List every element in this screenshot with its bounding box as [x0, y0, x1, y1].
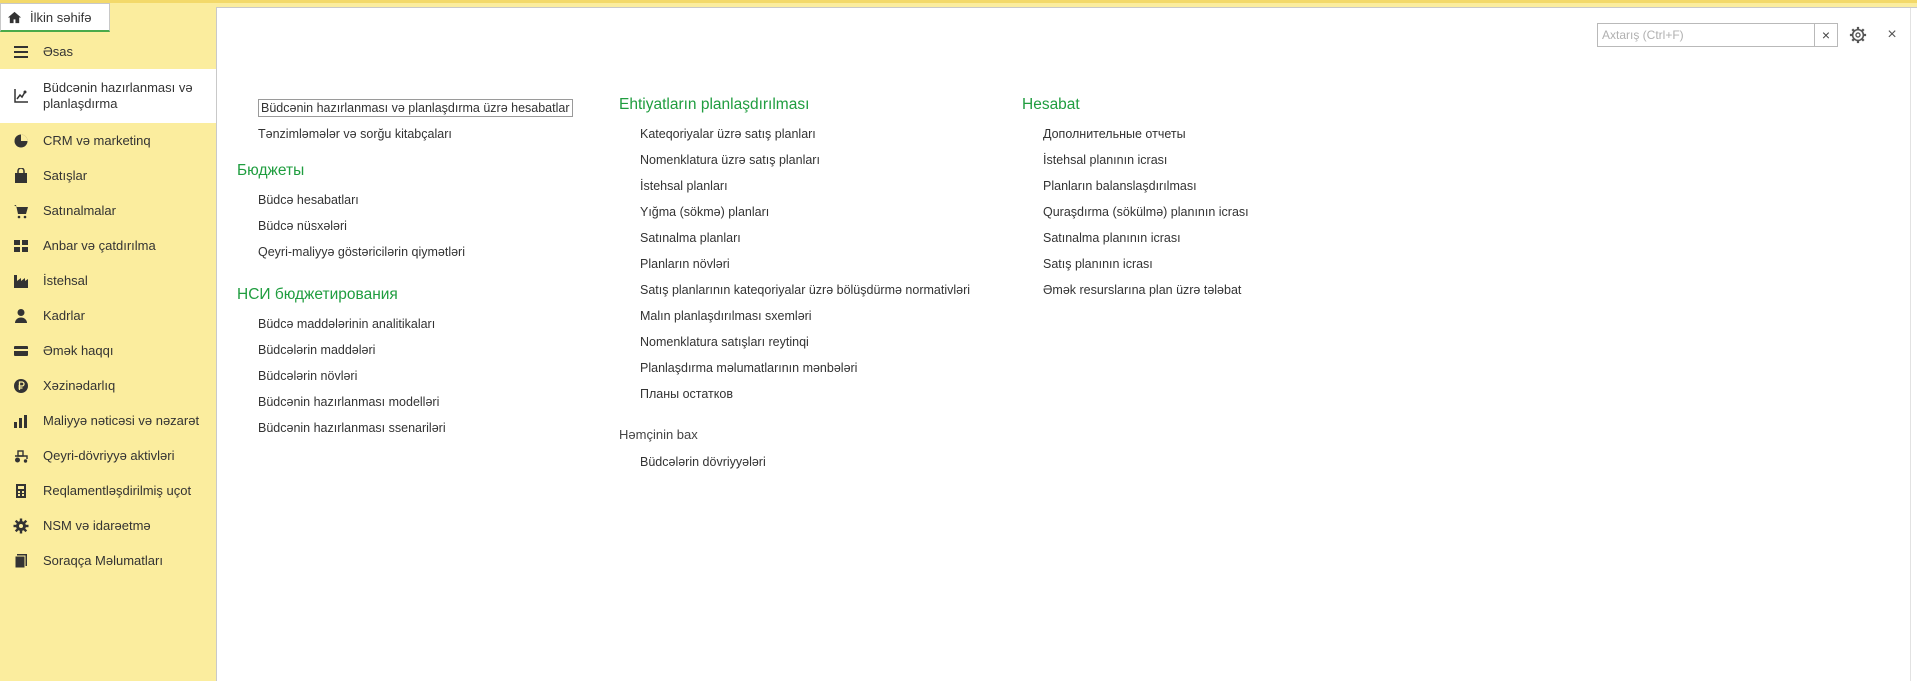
- main-panel: [216, 7, 1917, 681]
- section-title-reports: Hesabat: [1022, 96, 1080, 113]
- section-title-stock-planning: Ehtiyatların planlaşdırılması: [619, 96, 810, 113]
- sidebar-item-salary[interactable]: [0, 333, 216, 368]
- link-additional-reports[interactable]: Дополнительные отчеты: [1043, 127, 1186, 141]
- sidebar-item-production[interactable]: [0, 263, 216, 298]
- link-assembly-plans[interactable]: Yığma (sökmə) planları: [640, 205, 770, 219]
- column-stock-planning: [619, 95, 1019, 475]
- link-plans-balancing[interactable]: Planların balanslaşdırılması: [1043, 179, 1197, 193]
- search-field[interactable]: [1597, 23, 1817, 47]
- link-purchase-plan-execution[interactable]: Satınalma planının icrası: [1043, 231, 1181, 245]
- link-category-sales-plans[interactable]: Kateqoriyalar üzrə satış planları: [640, 127, 816, 141]
- link-budget-copies[interactable]: Büdcə nüsxələri: [258, 219, 347, 233]
- sidebar-item-sales[interactable]: [0, 158, 216, 193]
- document-calc-icon: [12, 482, 30, 500]
- link-labor-resources-demand[interactable]: Əmək resurslarına plan üzrə tələbat: [1043, 283, 1242, 297]
- search-input[interactable]: [1598, 24, 1816, 46]
- sidebar-item-fixed-assets[interactable]: [0, 438, 216, 473]
- warehouse-grid-icon: [12, 237, 30, 255]
- shopping-bag-icon: [12, 167, 30, 185]
- link-budget-types[interactable]: Büdcələrin növləri: [258, 369, 358, 383]
- panel-edge-divider: [1910, 8, 1911, 681]
- sidebar-item-label: Kadrlar: [43, 307, 85, 323]
- sidebar-item-purchases[interactable]: [0, 193, 216, 228]
- sidebar-item-label: Büdcənin hazırlanması və planlaşdırma: [43, 80, 193, 111]
- sidebar-item-label: Xəzinədarlıq: [43, 377, 116, 393]
- sidebar-item-label: Reqlamentləşdirilmiş uçot: [43, 482, 192, 498]
- sidebar-item-reference[interactable]: [0, 543, 216, 578]
- sidebar-item-crm[interactable]: [0, 123, 216, 158]
- section-title-budgets: Бюджеты: [237, 162, 305, 179]
- column-budgets: [237, 95, 597, 441]
- link-production-plan-execution[interactable]: İstehsal planının icrası: [1043, 153, 1168, 167]
- wallet-card-icon: [12, 342, 30, 360]
- link-budget-statements[interactable]: Büdcə hesabatları: [258, 193, 359, 207]
- sidebar-item-label: Əmək haqqı: [43, 342, 114, 358]
- link-planning-data-sources[interactable]: Planlaşdırma məlumatlarının mənbələri: [640, 361, 858, 375]
- settings-button[interactable]: [1847, 24, 1869, 46]
- link-nonfinancial-indicators[interactable]: Qeyri-maliyyə göstəricilərin qiymətləri: [258, 245, 465, 259]
- bar-chart-icon: [12, 412, 30, 430]
- see-also-title: Həmçinin bax: [619, 427, 698, 442]
- gear-icon: [1849, 26, 1867, 44]
- menu-lines-icon: [12, 43, 30, 61]
- factory-icon: [12, 272, 30, 290]
- sidebar-item-regulated-accounting[interactable]: [0, 473, 216, 508]
- link-budget-turnovers[interactable]: Büdcələrin dövriyyələri: [640, 455, 766, 469]
- link-plan-types[interactable]: Planların növləri: [640, 257, 730, 271]
- person-icon: [12, 307, 30, 325]
- sidebar-item-nsm-admin[interactable]: [0, 508, 216, 543]
- home-tab-label: İlkin səhifə: [30, 9, 92, 25]
- sidebar-item-label: CRM və marketinq: [43, 132, 151, 148]
- cart-icon: [12, 202, 30, 220]
- sidebar-item-label: Əsas: [43, 43, 74, 59]
- home-icon: [7, 10, 22, 25]
- sidebar-item-label: Maliyyə nəticəsi və nəzarət: [43, 412, 200, 428]
- sidebar-item-esas[interactable]: [0, 34, 216, 69]
- top-strip: [0, 0, 1917, 3]
- link-nomenclature-sales-rating[interactable]: Nomenklatura satışları reytinqi: [640, 335, 809, 349]
- pie-chart-icon: [12, 132, 30, 150]
- sidebar-item-label: İstehsal: [43, 272, 88, 288]
- close-button[interactable]: ×: [1887, 26, 1897, 43]
- sidebar-item-hr[interactable]: [0, 298, 216, 333]
- link-assembly-plan-execution[interactable]: Quraşdırma (sökülmə) planının icrası: [1043, 205, 1249, 219]
- column-reports: [1022, 95, 1422, 303]
- sidebar-item-financial-result[interactable]: [0, 403, 216, 438]
- gear-icon: [12, 517, 30, 535]
- sidebar-item-label: Satışlar: [43, 167, 88, 183]
- link-distribution-norms[interactable]: Satış planlarının kateqoriyalar üzrə bölüşdürmə normativləri: [640, 283, 971, 297]
- link-nomenclature-sales-plans[interactable]: Nomenklatura üzrə satış planları: [640, 153, 820, 167]
- link-budget-scenarios[interactable]: Büdcənin hazırlanması ssenariləri: [258, 421, 446, 435]
- budget-chart-icon: [12, 87, 30, 105]
- link-stock-plans[interactable]: Планы остатков: [640, 387, 733, 401]
- link-production-plans[interactable]: İstehsal planları: [640, 179, 728, 193]
- sidebar-item-budget-planning[interactable]: [0, 69, 216, 123]
- sidebar-item-label: Qeyri-dövriyyə aktivləri: [43, 447, 175, 463]
- link-budget-item-analytics[interactable]: Büdcə maddələrinin analitikaları: [258, 317, 436, 331]
- link-budget-models[interactable]: Büdcənin hazırlanması modelləri: [258, 395, 440, 409]
- link-goods-planning-schemes[interactable]: Malın planlaşdırılması sxemləri: [640, 309, 812, 323]
- home-tab[interactable]: [0, 3, 110, 32]
- ruble-coin-icon: [12, 377, 30, 395]
- sidebar-item-label: NSM və idarəetmə: [43, 517, 151, 533]
- reference-book-icon: [12, 552, 30, 570]
- sidebar-item-label: Anbar və çatdırılma: [43, 237, 156, 253]
- search-clear-button[interactable]: ×: [1814, 23, 1838, 47]
- sidebar-item-warehouse[interactable]: [0, 228, 216, 263]
- link-settings-reference[interactable]: Tənzimləmələr və sorğu kitabçaları: [258, 127, 452, 141]
- link-budget-reports[interactable]: Büdcənin hazırlanması və planlaşdırma üzrə hesabatlar: [237, 95, 597, 121]
- sidebar-item-label: Soraqça Məlumatları: [43, 552, 163, 568]
- link-purchase-plans[interactable]: Satınalma planları: [640, 231, 741, 245]
- sidebar-item-label: Satınalmalar: [43, 202, 116, 218]
- link-budget-items[interactable]: Büdcələrin maddələri: [258, 343, 376, 357]
- sidebar: [0, 34, 216, 681]
- tractor-icon: [12, 447, 30, 465]
- link-sales-plan-execution[interactable]: Satış planının icrası: [1043, 257, 1153, 271]
- sidebar-item-treasury[interactable]: [0, 368, 216, 403]
- section-title-nsi: НСИ бюджетирования: [237, 286, 398, 303]
